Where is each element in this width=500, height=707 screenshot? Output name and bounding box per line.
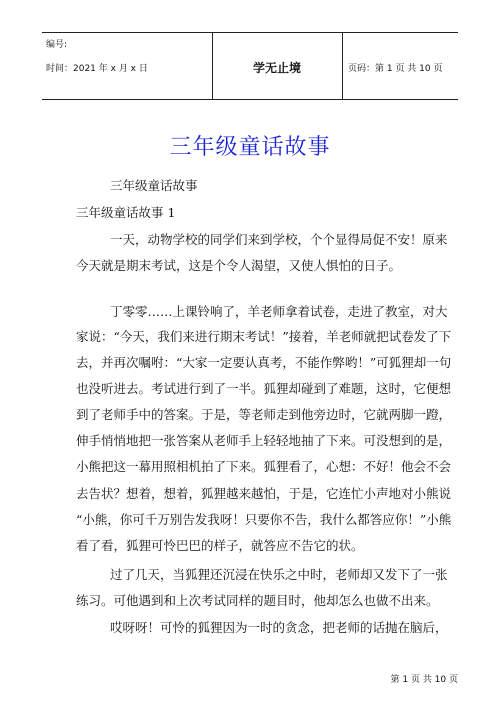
body-line: 过了几天，当狐狸还沉浸在快乐之中时，老师却又发下了一张 [110, 567, 448, 582]
body-line: 也没听进去。考试进行到了一半。狐狸却碰到了难题，这时，它便想 [76, 381, 452, 396]
body-line: 伸手悄悄地把一张答案从老师手上轻轻地抽了下来。可没想到的是， [76, 433, 452, 448]
body-line: 丁零零……上课铃响了，羊老师拿着试卷，走进了教室，对大 [110, 304, 448, 319]
body-line: 一天，动物学校的同学们来到学校，个个显得局促不安！原来 [110, 232, 448, 247]
page-footer: 第 1 页 共 10 页 [390, 675, 458, 685]
body-line: 小熊把这一幕用照相机拍了下来。狐狸看了，心想：不好！他会不会 [76, 459, 452, 474]
section-heading: 三年级童话故事 1 [76, 205, 176, 220]
body-line: 哎呀呀！可怜的狐狸因为一时的贪念，把老师的话抛在脑后， [110, 620, 448, 635]
body-line: 家说：“今天，我们来进行期末考试！”接着，羊老师就把试卷发了下 [76, 329, 452, 344]
header-top-rule [42, 32, 458, 33]
document-subtitle: 三年级童话故事 [110, 178, 198, 193]
body-line: 去，并再次嘱咐：“大家一定要认真考，不能作弊哟！”可狐狸却一句 [76, 355, 452, 370]
header-motto: 学无止境 [252, 61, 301, 75]
document-title: 三年级童话故事 [169, 135, 331, 160]
body-line: 到了老师手中的答案。于是，等老师走到他旁边时，它就两脚一蹬， [76, 407, 452, 422]
header-bottom-rule [42, 99, 458, 100]
header-divider [342, 32, 343, 100]
body-line: “小熊，你可千万别告发我呀！只要你不告，我什么都答应你！”小熊 [76, 512, 452, 527]
header-time-label: 时间：2021 年 x 月 x 日 [46, 64, 148, 74]
body-line: 练习。可他遇到和上次考试同样的题目时，他却怎么也做不出来。 [76, 593, 439, 608]
body-line: 去告状？想着，想着，狐狸越来越怕，于是，它连忙小声地对小熊说 [76, 486, 452, 501]
body-line: 今天就是期末考试，这是个令人渴望，又使人惧怕的日子。 [76, 258, 402, 273]
body-line: 看了看，狐狸可怜巴巴的样子，就答应不告它的状。 [76, 538, 364, 553]
header-number-label: 编号: [46, 40, 68, 50]
header-page-label: 页码：第 1 页 共 10 页 [348, 64, 443, 74]
page-header [42, 32, 458, 100]
